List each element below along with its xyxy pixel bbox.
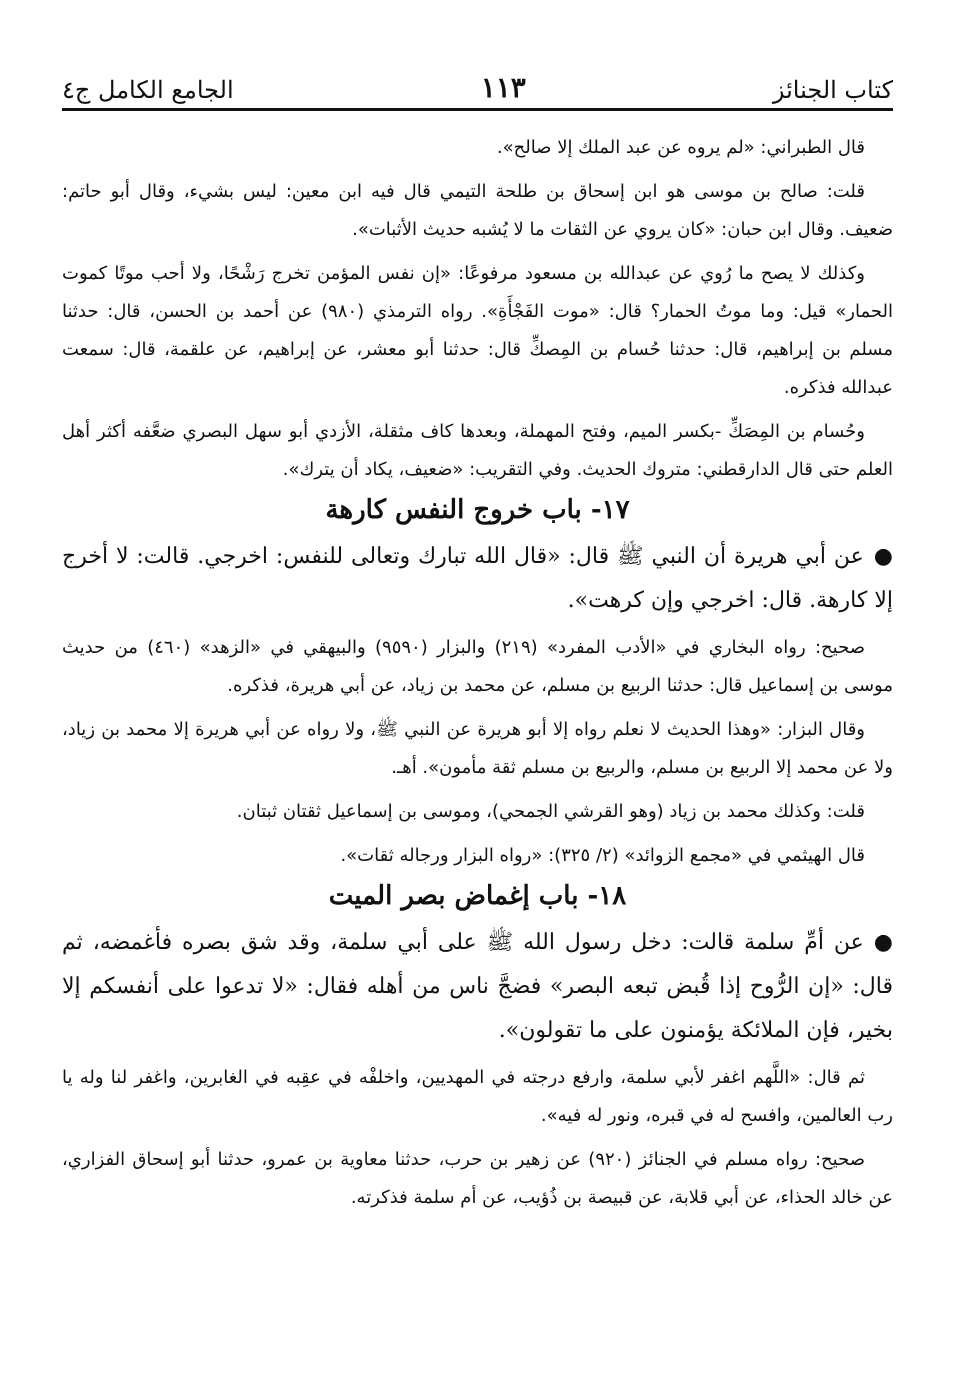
paragraph: ثم قال: «اللَّهم اغفر لأبي سلمة، وارفع درجته في المهديين، واخلفْه في عقِبه في الغابرين، واغفر لنا وله يا رب العالمين، وافسح له في قبره، ونور له فيه».	[62, 1067, 893, 1126]
page-number: ١١٣	[480, 71, 526, 104]
paragraph: قلت: صالح بن موسى هو ابن إسحاق بن طلحة التيمي قال فيه ابن معين: ليس بشيء، وقال أبو حاتم: ضعيف. وقال ابن حبان: «كان يروي عن الثقات ما لا يُشبه حديث الأثبات».	[62, 181, 893, 240]
paragraph: وقال البزار: «وهذا الحديث لا نعلم رواه إلا أبو هريرة عن النبي ﷺ، ولا رواه عن أبي هريرة إلا محمد بن زياد، ولا عن محمد إلا الربيع بن مسلم، والربيع بن مسلم ثقة مأمون». أهـ.	[62, 719, 893, 778]
bullet-icon: ●	[873, 544, 893, 569]
hadith-text	[62, 921, 893, 1053]
hadith-text	[62, 535, 893, 623]
paragraph: قال الهيثمي في «مجمع الزوائد» (٢/ ٣٢٥): «رواه البزار ورجاله ثقات».	[340, 845, 865, 866]
bullet-icon: ●	[873, 930, 893, 955]
hadith-body: عن أمِّ سلمة قالت: دخل رسول الله ﷺ على أبي سلمة، وقد شق بصره فأغمضه، ثم قال: «إن الرُّوح إذا قُبض تبعه البصر» فضجَّ ناس من أهله فقال: «لا تدعوا على أنفسكم إلا بخير، فإن الملائكة يؤمنون على ما تقولون».	[62, 930, 893, 1043]
paragraph: صحيح: رواه مسلم في الجنائز (٩٢٠) عن زهير بن حرب، حدثنا معاوية بن عمرو، حدثنا أبو إسحاق الفزاري، عن خالد الحذاء، عن أبي قلابة، عن قبيصة بن ذُؤيب، عن أم سلمة فذكرته.	[62, 1149, 893, 1208]
paragraph: قال الطبراني: «لم يروه عن عبد الملك إلا صالح».	[496, 137, 865, 158]
volume-title: الجامع الكامل ج٤	[62, 76, 234, 104]
paragraph: صحيح: رواه البخاري في «الأدب المفرد» (٢١٩) والبزار (٩٥٩٠) والبيهقي في «الزهد» (٤٦٠) من حديث موسى بن إسماعيل قال: حدثنا الربيع بن مسلم، عن محمد بن زياد، عن أبي هريرة، فذكره.	[62, 637, 893, 696]
chapter-heading: ١٨- باب إغماض بصر الميت	[328, 881, 627, 911]
running-header	[62, 58, 893, 111]
chapter-heading: ١٧- باب خروج النفس كارهة	[325, 495, 630, 525]
paragraph: وكذلك لا يصح ما رُوي عن عبدالله بن مسعود مرفوعًا: «إن نفس المؤمن تخرج رَشْحًا، ولا أحب موتًا كموت الحمار» قيل: وما موتُ الحمار؟ قال: «موت الفَجْأَةِ». رواه الترمذي (٩٨٠) عن أحمد بن الحسن، قال: حدثنا مسلم بن إبراهيم، قال: حدثنا حُسام بن المِصكِّ قال: حدثنا أبو معشر، عن إبراهيم، عن علقمة، قال: سمعت عبدالله فذكره.	[62, 263, 893, 398]
hadith-body: عن أبي هريرة أن النبي ﷺ قال: «قال الله تبارك وتعالى للنفس: اخرجي. قالت: لا أخرج إلا كارهة. قال: اخرجي وإن كرهت».	[62, 544, 893, 613]
book-title: كتاب الجنائز	[772, 76, 893, 104]
paragraph: وحُسام بن المِصَكِّ -بكسر الميم، وفتح المهملة، وبعدها كاف مثقلة، الأزدي أبو سهل البصري ضعَّفه أكثر أهل العلم حتى قال الدارقطني: متروك الحديث. وفي التقريب: «ضعيف، يكاد أن يترك».	[62, 421, 893, 480]
paragraph: قلت: وكذلك محمد بن زياد (وهو القرشي الجمحي)، وموسى بن إسماعيل ثقتان ثبتان.	[236, 801, 865, 822]
page-content	[62, 129, 893, 1217]
